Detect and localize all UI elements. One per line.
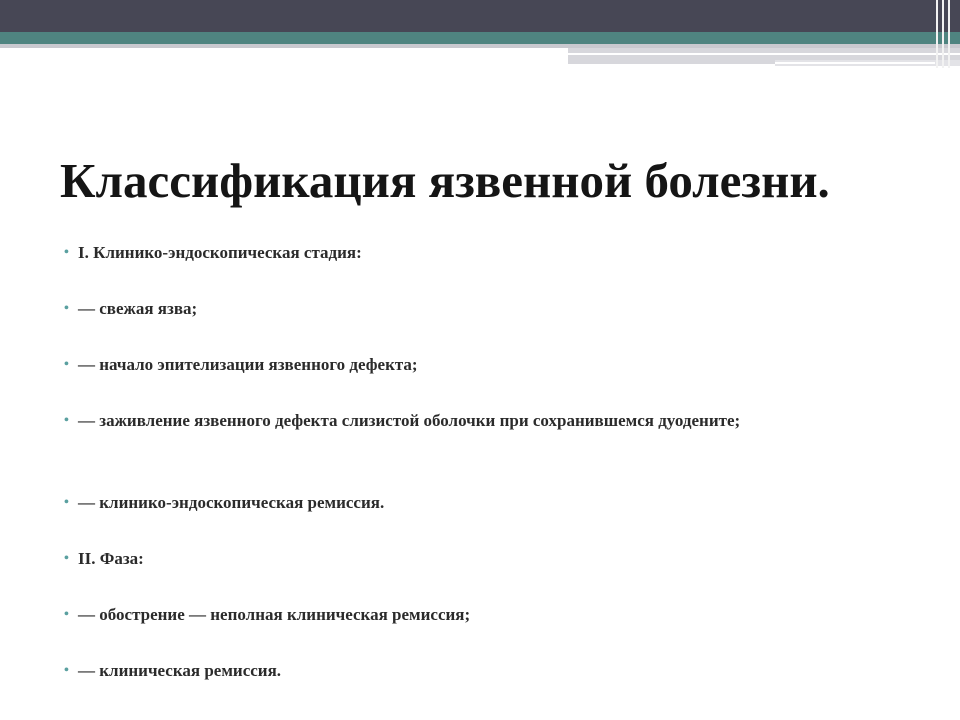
bullet-text: — клинико-эндоскопическая ремиссия. (78, 493, 385, 512)
bullet-text: I. Клинико-эндоскопическая стадия: (78, 243, 362, 262)
header-white-line (568, 53, 960, 55)
bullet-item (64, 490, 864, 516)
bullet-text: — обострение — неполная клиническая ремиссия; (78, 605, 471, 624)
bullet-dot-icon: • (64, 413, 69, 428)
bullet-dot-icon: • (64, 357, 69, 372)
bullet-text: — клиническая ремиссия. (78, 661, 282, 680)
bullet-dot-icon: • (64, 551, 69, 566)
slide-title: Классификация язвенной болезни. (60, 153, 830, 208)
header-vertical-line (948, 0, 950, 68)
bullet-text: — заживление язвенного дефекта слизистой оболочки при сохранившемся дуодените; (78, 411, 741, 430)
bullet-item (64, 352, 864, 378)
bullet-text: — начало эпителизации язвенного дефекта; (78, 355, 418, 374)
bullet-item (64, 296, 864, 322)
header-vertical-line (942, 0, 944, 68)
bullet-dot-icon: • (64, 495, 69, 510)
bullet-dot-icon: • (64, 663, 69, 678)
bullet-item (64, 240, 864, 266)
bullet-dot-icon: • (64, 301, 69, 316)
bullet-item (64, 658, 864, 684)
header-teal-bar (0, 32, 960, 44)
header-dark-bar (0, 0, 960, 32)
header-white-line-short (775, 62, 935, 64)
header-vertical-line (936, 0, 938, 68)
bullet-dot-icon: • (64, 607, 69, 622)
bullet-item (64, 546, 864, 572)
bullet-dot-icon: • (64, 245, 69, 260)
bullet-text: — свежая язва; (78, 299, 198, 318)
bullet-text: II. Фаза: (78, 549, 144, 568)
bullet-item (64, 408, 864, 434)
bullet-item (64, 602, 864, 628)
